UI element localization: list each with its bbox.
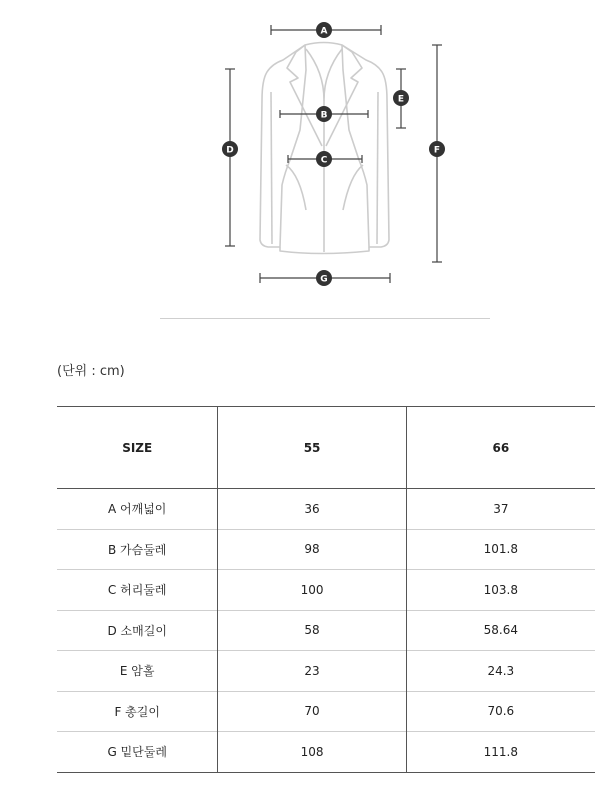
row-label: B 가슴둘레 bbox=[107, 542, 167, 557]
cell-66: 70.6 bbox=[406, 691, 595, 732]
row-label: E 암홀 bbox=[119, 664, 155, 679]
marker-D bbox=[222, 141, 238, 157]
marker-letter-B: B bbox=[320, 110, 328, 121]
cell-66: 111.8 bbox=[406, 732, 595, 773]
table-header-row bbox=[57, 407, 595, 489]
size-table bbox=[57, 406, 595, 773]
unit-label: (단위 : cm) bbox=[57, 364, 125, 379]
cell-55: 108 bbox=[218, 732, 406, 773]
cell-55: 98 bbox=[218, 529, 406, 570]
table-row bbox=[57, 651, 595, 692]
marker-letter-D: D bbox=[226, 145, 234, 156]
table-row bbox=[57, 529, 595, 570]
row-label: F 총길이 bbox=[114, 704, 160, 719]
row-label: C 허리둘레 bbox=[107, 583, 167, 598]
marker-E bbox=[393, 90, 409, 106]
marker-letter-E: E bbox=[397, 94, 405, 105]
row-label: A 어깨넓이 bbox=[108, 502, 167, 517]
jacket-measurement-diagram bbox=[0, 0, 607, 300]
marker-F bbox=[429, 141, 445, 157]
header-size: SIZE bbox=[122, 440, 153, 455]
cell-66: 37 bbox=[406, 489, 595, 530]
table-row bbox=[57, 691, 595, 732]
marker-letter-G: G bbox=[320, 274, 328, 285]
cell-55: 23 bbox=[218, 651, 406, 692]
table-row bbox=[57, 489, 595, 530]
marker-G bbox=[316, 270, 332, 286]
jacket-outline bbox=[260, 43, 389, 254]
measure-lines bbox=[225, 25, 442, 283]
row-label: G 밑단둘레 bbox=[107, 745, 167, 760]
marker-letter-C: C bbox=[320, 155, 328, 166]
header-55: 55 bbox=[218, 407, 406, 489]
cell-55: 100 bbox=[218, 570, 406, 611]
cell-66: 58.64 bbox=[406, 610, 595, 651]
marker-A bbox=[316, 22, 332, 38]
cell-55: 36 bbox=[218, 489, 406, 530]
table-row bbox=[57, 732, 595, 773]
section-divider bbox=[160, 318, 490, 319]
marker-letter-A: A bbox=[320, 26, 328, 37]
cell-66: 101.8 bbox=[406, 529, 595, 570]
cell-55: 70 bbox=[218, 691, 406, 732]
table-row bbox=[57, 570, 595, 611]
row-label: D 소매길이 bbox=[107, 623, 167, 638]
header-66: 66 bbox=[406, 407, 595, 489]
marker-B bbox=[316, 106, 332, 122]
cell-66: 24.3 bbox=[406, 651, 595, 692]
table-row bbox=[57, 610, 595, 651]
cell-55: 58 bbox=[218, 610, 406, 651]
marker-letter-F: F bbox=[433, 145, 441, 156]
cell-66: 103.8 bbox=[406, 570, 595, 611]
marker-C bbox=[316, 151, 332, 167]
